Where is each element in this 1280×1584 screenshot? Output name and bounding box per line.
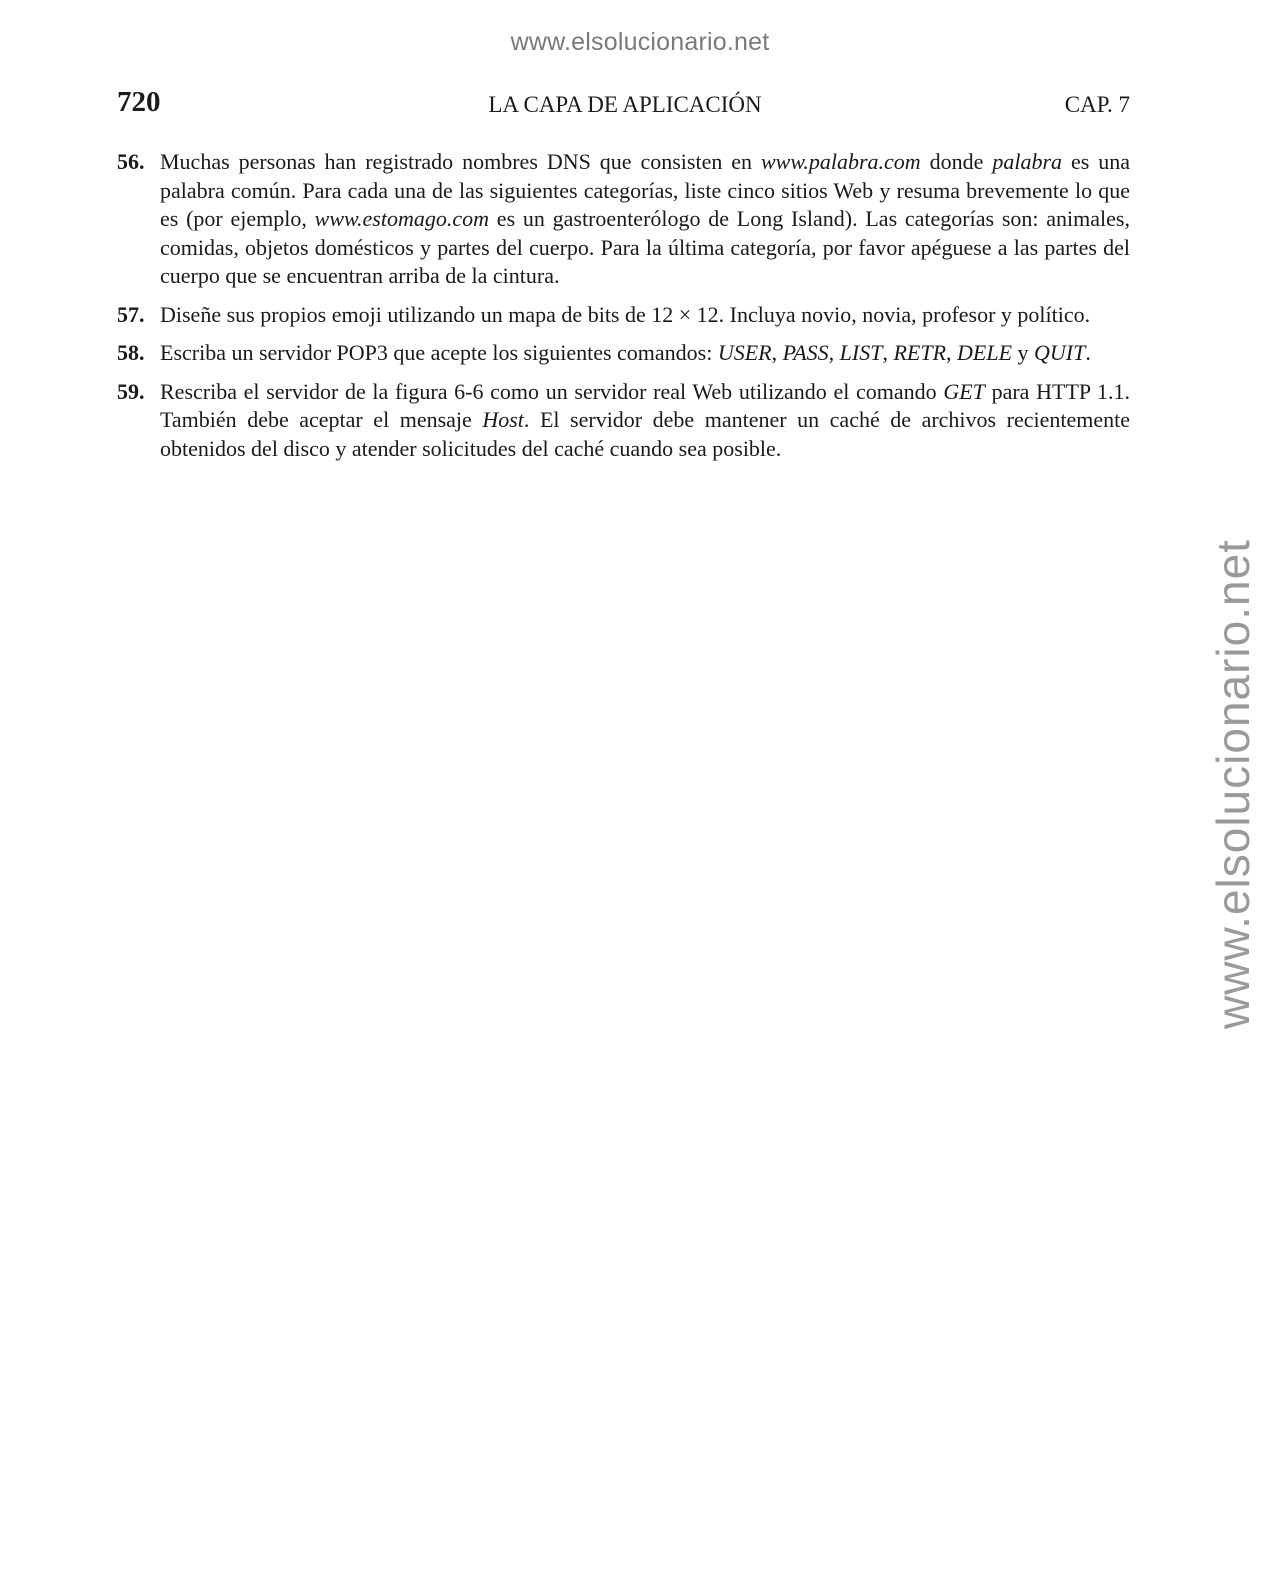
watermark-top: www.elsolucionario.net — [510, 28, 770, 56]
exercise-number: 57. — [117, 301, 145, 327]
exercise-number: 59. — [117, 378, 145, 404]
exercise-number: 58. — [117, 340, 145, 365]
page-number: 720 — [117, 86, 161, 118]
running-title: LA CAPA DE APLICACIÓN — [488, 92, 762, 117]
exercise-58 — [117, 339, 1130, 368]
exercise-57 — [117, 301, 1130, 330]
exercise-number: 56. — [117, 149, 145, 174]
exercise-list — [117, 148, 1130, 473]
exercise-56 — [117, 148, 1130, 291]
exercise-59 — [117, 378, 1130, 464]
exercise-text: Rescriba el servidor de la figura 6-6 como un servidor real Web utilizando el comando GET para HTTP 1.1. También debe aceptar el mensaje Host. El servidor debe mantener un caché de archivos recientemente obtenidos del disco y atender solicitudes del caché cuando sea posible. — [160, 378, 1130, 461]
exercise-text: Escriba un servidor POP3 que acepte los siguientes comandos: USER, PASS, LIST, RETR, DELE y QUIT. — [160, 340, 1091, 365]
exercise-text: Diseñe sus propios emoji utilizando un mapa de bits de 12 × 12. Incluya novio, novia, profesor y político. — [160, 301, 1091, 327]
chapter-label: CAP. 7 — [1064, 92, 1130, 117]
exercise-text: Muchas personas han registrado nombres DNS que consisten en www.palabra.com donde palabra es una palabra común. Para cada una de las siguientes categorías, liste cinco sitios Web y resuma brevemente lo que es (por ejemplo, www.estomago.com es un gastroenterólogo de Long Island). Las categorías son: animales, comidas, objetos domésticos y partes del cuerpo. Para la última categoría, por favor apéguese a las partes del cuerpo que se encuentran arriba de la cintura. — [160, 149, 1130, 288]
watermark-side: www.elsolucionario.net — [1207, 539, 1259, 1029]
